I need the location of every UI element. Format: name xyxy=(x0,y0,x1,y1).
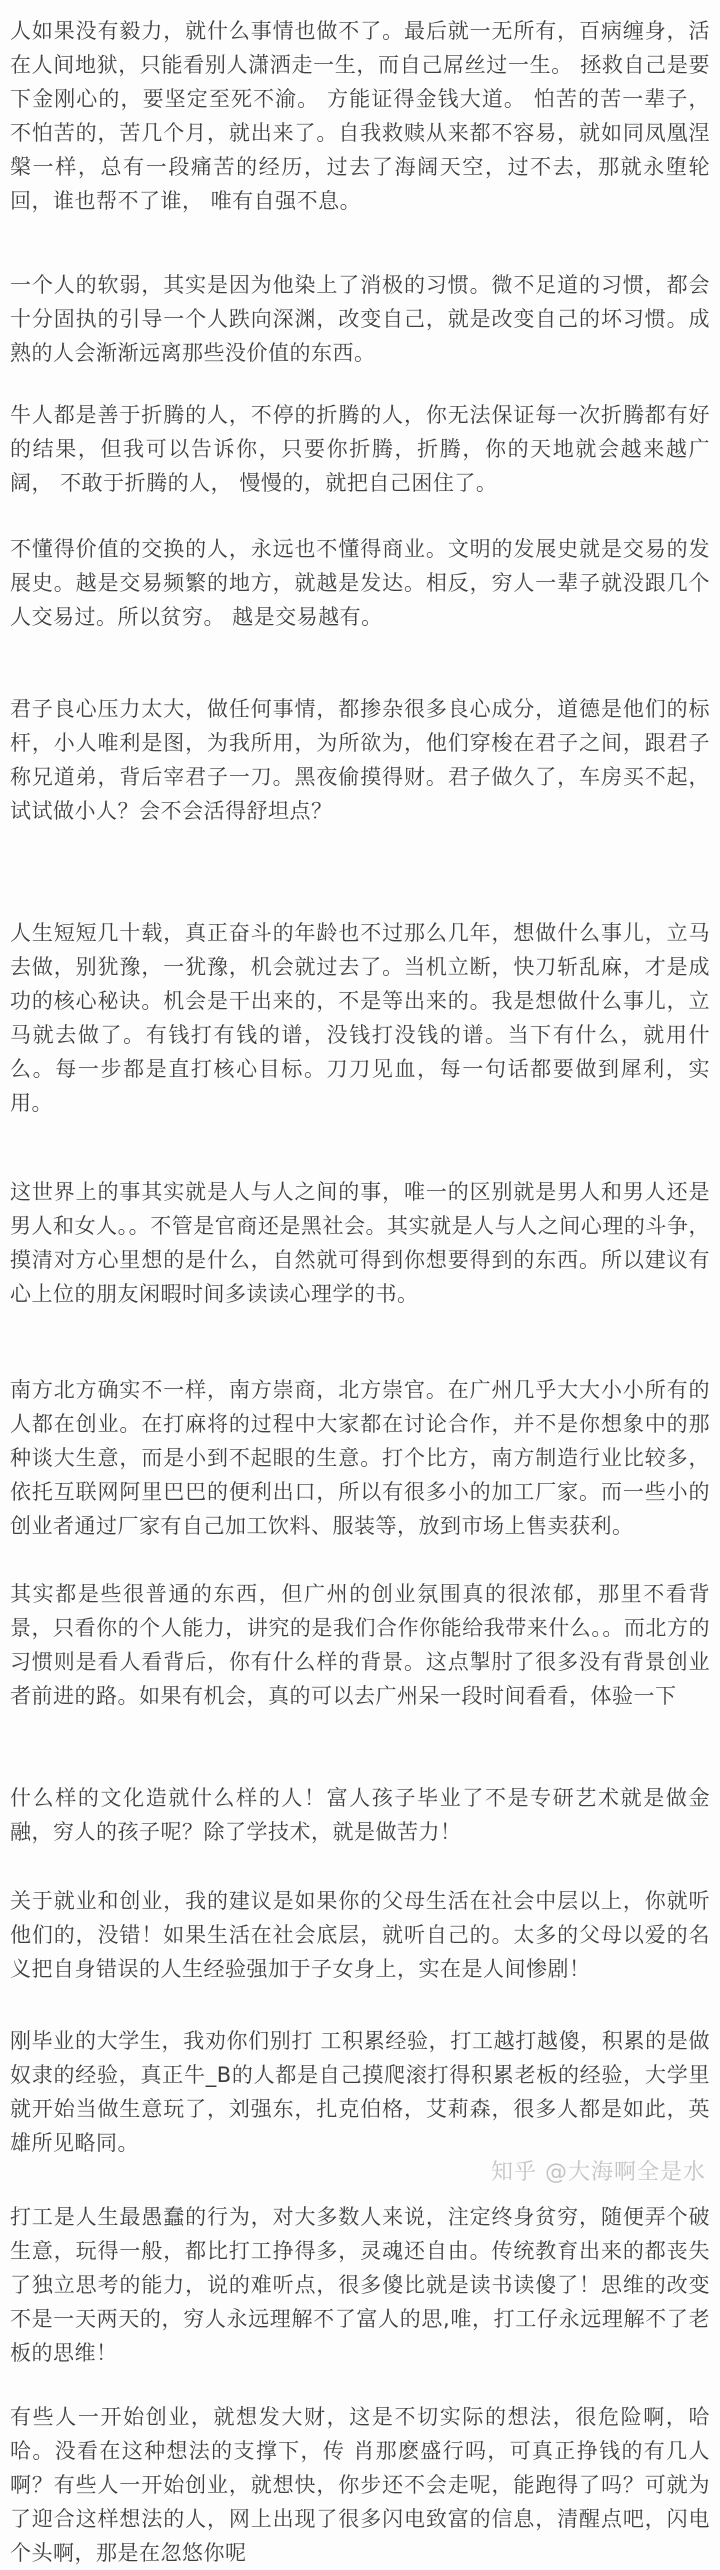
zhihu-watermark: 知乎 @大海啊全是水 xyxy=(491,2160,706,2185)
paragraph: 人生短短几十载，真正奋斗的年龄也不过那么几年，想做什么事儿，立马去做，别犹豫，一犹豫，机会就过去了。当机立断，快刀斩乱麻，才是成功的核心秘诀。机会是干出来的，不是等出来的。我是想做什么事儿，立马就去做了。有钱打有钱的谱，没钱打没钱的谱。当下有什么，就用什么。每一步都是直打核心目标。刀刀见血，每一句话都要做到犀利，实用。 xyxy=(10,921,710,1115)
paragraph: 什么样的文化造就什么样的人！富人孩子毕业了不是专研艺术就是做金融，穷人的孩子呢？除了学技术，就是做苦力！ xyxy=(10,1786,710,1844)
paragraph: 其实都是些很普通的东西，但广州的创业氛围真的很浓郁，那里不看背景，只看你的个人能力，讲究的是我们合作你能给我带来什么。。而北方的习惯则是看人看背后，你有什么样的背景。这点掣肘了很多没有背景创业者前进的路。如果有机会，真的可以去广州呆一段时间看看，体验一下 xyxy=(10,1582,710,1708)
paragraph: 牛人都是善于折腾的人，不停的折腾的人，你无法保证每一次折腾都有好的结果，但我可以告诉你，只要你折腾，折腾，你的天地就会越来越广阔， 不敢于折腾的人， 慢慢的，就把自己困住了。 xyxy=(10,403,710,495)
paragraph: 人如果没有毅力，就什么事情也做不了。最后就一无所有，百病缠身，活在人间地狱，只能看别人潇洒走一生，而自己屌丝过一生。 拯救自己是要下金刚心的，要坚定至死不渝。 方能证得金钱大道。 怕苦的苦一辈子，不怕苦的，苦几个月，就出来了。自我救赎从来都不容易，就如同凤凰涅槃一样，总有一段痛苦的经历，过去了海阔天空，过不去，那就永堕轮回，谁也帮不了谁， 唯有自强不息。 xyxy=(10,19,710,213)
paragraph: 刚毕业的大学生，我劝你们别打 工积累经验，打工越打越傻，积累的是做奴隶的经验，真正牛_B的人都是自己摸爬滚打得积累老板的经验，大学里就开始当做生意玩了，刘强东，扎克伯格，艾莉森，很多人都是如此，英雄所见略同。 xyxy=(10,2029,710,2155)
paragraph: 一个人的软弱，其实是因为他染上了消极的习惯。微不足道的习惯，都会十分固执的引导一个人跌向深渊，改变自己，就是改变自己的坏习惯。成熟的人会渐渐远离那些没价值的东西。 xyxy=(10,273,710,365)
paragraph: 关于就业和创业，我的建议是如果你的父母生活在社会中层以上，你就听他们的，没错！如果生活在社会底层，就听自己的。太多的父母以爱的名义把自身错误的人生经验强加于子女身上，实在是人间惨剧！ xyxy=(10,1889,710,1981)
paragraph: 打工是人生最愚蠢的行为，对大多数人来说，注定终身贫穷，随便弄个破生意，玩得一般，都比打工挣得多，灵魂还自由。传统教育出来的都丧失了独立思考的能力，说的难听点，很多傻比就是读书读傻了！思维的改变不是一天两天的，穷人永远理解不了富人的思,唯，打工仔永远理解不了老板的思维！ xyxy=(10,2205,710,2365)
paragraph: 有些人一开始创业，就想发大财，这是不切实际的想法，很危险啊，哈哈。没看在这种想法的支撑下，传 肖那麽盛行吗，可真正挣钱的有几人啊？有些人一开始创业，就想快，你步还不会走呢，能跑得了吗？可就为了迎合这样想法的人，网上出现了很多闪电致富的信息，清醒点吧，闪电个头啊，那是在忽悠你呢 xyxy=(10,2405,710,2565)
paragraph: 南方北方确实不一样，南方崇商，北方崇官。在广州几乎大大小小所有的人都在创业。在打麻将的过程中大家都在讨论合作，并不是你想象中的那种谈大生意，而是小到不起眼的生意。打个比方，南方制造行业比较多，依托互联网阿里巴巴的便利出口，所以有很多小的加工厂家。而一些小的创业者通过厂家有自己加工饮料、服装等，放到市场上售卖获利。 xyxy=(10,1378,710,1538)
paragraph: 君子良心压力太大，做任何事情，都掺杂很多良心成分，道德是他们的标杆，小人唯利是图，为我所用，为所欲为，他们穿梭在君子之间，跟君子称兄道弟，背后宰君子一刀。黑夜偷摸得财。君子做久了，车房买不起，试试做小人？会不会活得舒坦点？ xyxy=(10,697,710,823)
paragraph: 不懂得价值的交换的人，永远也不懂得商业。文明的发展史就是交易的发展史。越是交易频繁的地方，就越是发达。相反，穷人一辈子就没跟几个人交易过。所以贫穷。 越是交易越有。 xyxy=(10,537,710,629)
paragraph: 这世界上的事其实就是人与人之间的事，唯一的区别就是男人和男人还是男人和女人。。不管是官商还是黑社会。其实就是人与人之间心理的斗争，摸清对方心里想的是什么，自然就可得到你想要得到的东西。所以建议有心上位的朋友闲暇时间多读读心理学的书。 xyxy=(10,1180,710,1306)
